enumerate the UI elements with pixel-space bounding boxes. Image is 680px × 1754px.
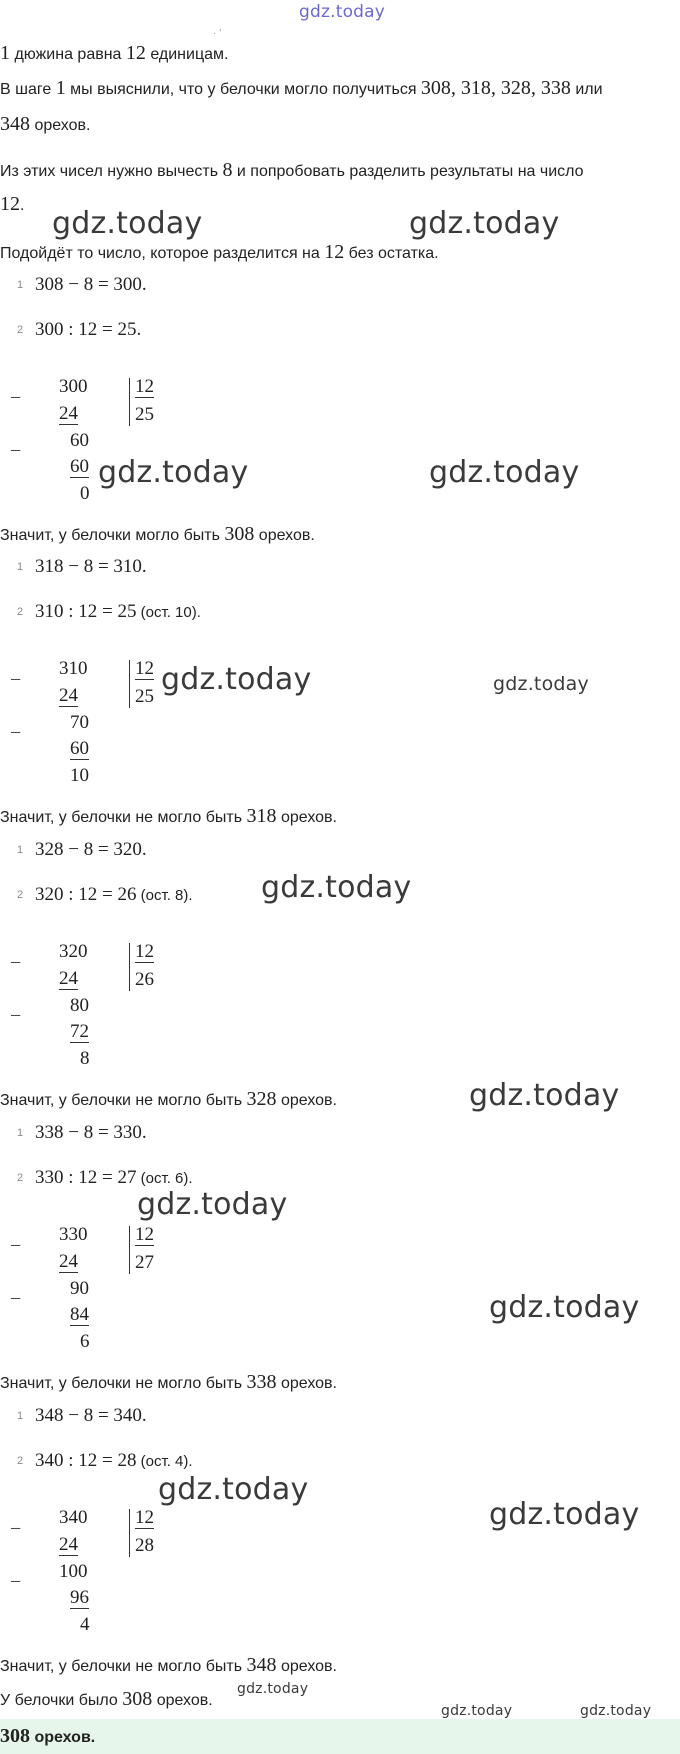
watermark: gdz.today	[98, 455, 249, 490]
math-number: 308	[0, 1725, 30, 1747]
text-run: .	[20, 197, 25, 214]
text-run: или	[570, 81, 603, 98]
quotient: 27	[135, 1252, 154, 1273]
conclusion	[0, 1372, 337, 1394]
text-run: Подойдёт то число, которое разделится на	[0, 245, 325, 262]
math-number: 1	[55, 77, 66, 99]
text-run: Значит, у белочки не могло быть	[0, 1375, 247, 1392]
quotient: 28	[135, 1535, 154, 1556]
watermark: gdz.today	[489, 1497, 640, 1532]
text-run: орехов.	[276, 809, 337, 826]
text-run: орехов.	[152, 1692, 213, 1709]
division-expression: 310 : 12 = 25 (ост. 10).	[35, 601, 201, 622]
watermark: gdz.today	[580, 1703, 652, 1719]
text-run: В шаге	[0, 81, 56, 98]
partial-remainder: 80	[70, 995, 89, 1016]
step-number: 1	[17, 561, 24, 573]
final-statement	[0, 1689, 213, 1711]
division-bar	[129, 378, 130, 426]
header-watermark: gdz.today	[299, 2, 386, 22]
partial-subtrahend: 60	[70, 456, 89, 477]
intro-line	[0, 242, 439, 264]
intro-line	[0, 160, 584, 182]
divisor: 12	[135, 1224, 154, 1245]
text-run: У белочки было	[0, 1692, 123, 1709]
final-remainder: 8	[80, 1048, 90, 1069]
math-number: 1	[0, 42, 10, 64]
dividend: 320	[59, 941, 88, 962]
answer-text	[0, 1726, 95, 1748]
math-number: 308	[122, 1688, 153, 1710]
divisor: 12	[135, 658, 154, 679]
subtraction-expression: 338 − 8 = 330.	[35, 1122, 147, 1143]
watermark: gdz.today	[489, 1290, 640, 1325]
watermark: gdz.today	[137, 1187, 288, 1222]
text-run: орехов.	[276, 1375, 337, 1392]
partial-subtrahend: 24	[59, 968, 78, 989]
math-number: 8	[222, 159, 233, 181]
quotient: 25	[135, 404, 154, 425]
dividend: 340	[59, 1507, 88, 1528]
division-expression: 330 : 12 = 27 (ост. 6).	[35, 1167, 193, 1188]
minus-sign: −	[10, 1235, 22, 1257]
minus-sign: −	[10, 1571, 22, 1593]
conclusion	[0, 1655, 337, 1677]
final-remainder: 4	[80, 1614, 90, 1635]
math-number: 338	[246, 1371, 277, 1393]
conclusion	[0, 806, 337, 828]
partial-subtrahend: 60	[70, 738, 89, 759]
partial-subtrahend: 24	[59, 1534, 78, 1555]
division-bar	[129, 1226, 130, 1274]
division-bar	[129, 660, 130, 708]
divisor: 12	[135, 1507, 154, 1528]
quotient: 25	[135, 686, 154, 707]
watermark: gdz.today	[161, 662, 312, 697]
subtraction-expression: 328 − 8 = 320.	[35, 839, 147, 860]
watermark: gdz.today	[441, 1703, 513, 1719]
watermark: gdz.today	[158, 1472, 309, 1507]
watermark: gdz.today	[429, 455, 580, 490]
partial-subtrahend: 96	[70, 1587, 89, 1608]
step-number: 2	[17, 324, 24, 336]
text-run: Значит, у белочки не могло быть	[0, 1092, 247, 1109]
minus-sign: −	[10, 440, 22, 462]
partial-subtrahend: 24	[59, 1251, 78, 1272]
minus-sign: −	[10, 1518, 22, 1540]
conclusion	[0, 1089, 337, 1111]
math-number: 318	[246, 805, 277, 827]
minus-sign: −	[10, 952, 22, 974]
watermark: gdz.today	[261, 870, 412, 905]
watermark: gdz.today	[52, 206, 203, 241]
final-remainder: 10	[70, 765, 89, 786]
minus-sign: −	[10, 669, 22, 691]
partial-subtrahend: 84	[70, 1304, 89, 1325]
text-run: единицам.	[145, 46, 229, 63]
step-number: 2	[17, 606, 24, 618]
text-run: орехов.	[276, 1658, 337, 1675]
minus-sign: −	[10, 1005, 22, 1027]
division-expression: 340 : 12 = 28 (ост. 4).	[35, 1450, 193, 1471]
final-remainder: 6	[80, 1331, 90, 1352]
math-number: 12	[125, 42, 146, 64]
math-number: 328	[246, 1088, 277, 1110]
step-number: 2	[17, 889, 24, 901]
math-number: 348	[0, 113, 30, 135]
text-run: и попробовать разделить результаты на число	[232, 163, 584, 180]
text-run: орехов.	[254, 527, 315, 544]
dividend: 330	[59, 1224, 88, 1245]
intro-line	[0, 114, 90, 136]
math-number: 308	[224, 523, 255, 545]
text-run: без остатка.	[344, 245, 439, 262]
minus-sign: −	[10, 387, 22, 409]
partial-subtrahend: 24	[59, 685, 78, 706]
step-number: 1	[17, 1127, 24, 1139]
subtraction-expression: 308 − 8 = 300.	[35, 274, 147, 295]
partial-remainder: 100	[59, 1561, 88, 1582]
partial-remainder: 60	[70, 430, 89, 451]
divisor: 12	[135, 376, 154, 397]
step-number: 2	[17, 1455, 24, 1467]
division-bar	[129, 943, 130, 991]
step-number: 1	[17, 279, 24, 291]
step-number: 1	[17, 844, 24, 856]
watermark: gdz.today	[493, 673, 589, 695]
watermark: gdz.today	[237, 1681, 309, 1697]
subtraction-expression: 318 − 8 = 310.	[35, 556, 147, 577]
division-bar	[129, 1509, 130, 1557]
answer-banner	[0, 1719, 680, 1754]
intro-line	[0, 78, 603, 100]
stray-mark: · ’	[213, 28, 222, 39]
text-run: Значит, у белочки не могло быть	[0, 809, 247, 826]
subtraction-expression: 348 − 8 = 340.	[35, 1405, 147, 1426]
intro-line	[0, 43, 228, 65]
partial-subtrahend: 24	[59, 403, 78, 424]
math-number: 12	[324, 241, 345, 263]
math-number: 348	[246, 1654, 277, 1676]
text-run: орехов.	[30, 117, 91, 134]
step-number: 2	[17, 1172, 24, 1184]
watermark: gdz.today	[409, 206, 560, 241]
text-run: орехов.	[30, 1729, 96, 1746]
division-expression: 320 : 12 = 26 (ост. 8).	[35, 884, 193, 905]
text-run: дюжина равна	[10, 46, 126, 63]
text-run: Из этих чисел нужно вычесть	[0, 163, 223, 180]
intro-line	[0, 194, 24, 216]
text-run: Значит, у белочки не могло быть	[0, 1658, 247, 1675]
minus-sign: −	[10, 722, 22, 744]
conclusion	[0, 524, 315, 546]
divisor: 12	[135, 941, 154, 962]
math-number: 12	[0, 193, 20, 215]
text-run: мы выяснили, что у белочки могло получиться	[65, 81, 421, 98]
dividend: 310	[59, 658, 88, 679]
watermark: gdz.today	[469, 1078, 620, 1113]
text-run: Значит, у белочки могло быть	[0, 527, 225, 544]
dividend: 300	[59, 376, 88, 397]
math-number: 308, 318, 328, 338	[420, 77, 571, 99]
text-run: орехов.	[276, 1092, 337, 1109]
partial-remainder: 70	[70, 712, 89, 733]
final-remainder: 0	[80, 483, 90, 504]
quotient: 26	[135, 969, 154, 990]
step-number: 1	[17, 1410, 24, 1422]
division-expression: 300 : 12 = 25.	[35, 319, 142, 340]
partial-subtrahend: 72	[70, 1021, 89, 1042]
partial-remainder: 90	[70, 1278, 89, 1299]
minus-sign: −	[10, 1288, 22, 1310]
